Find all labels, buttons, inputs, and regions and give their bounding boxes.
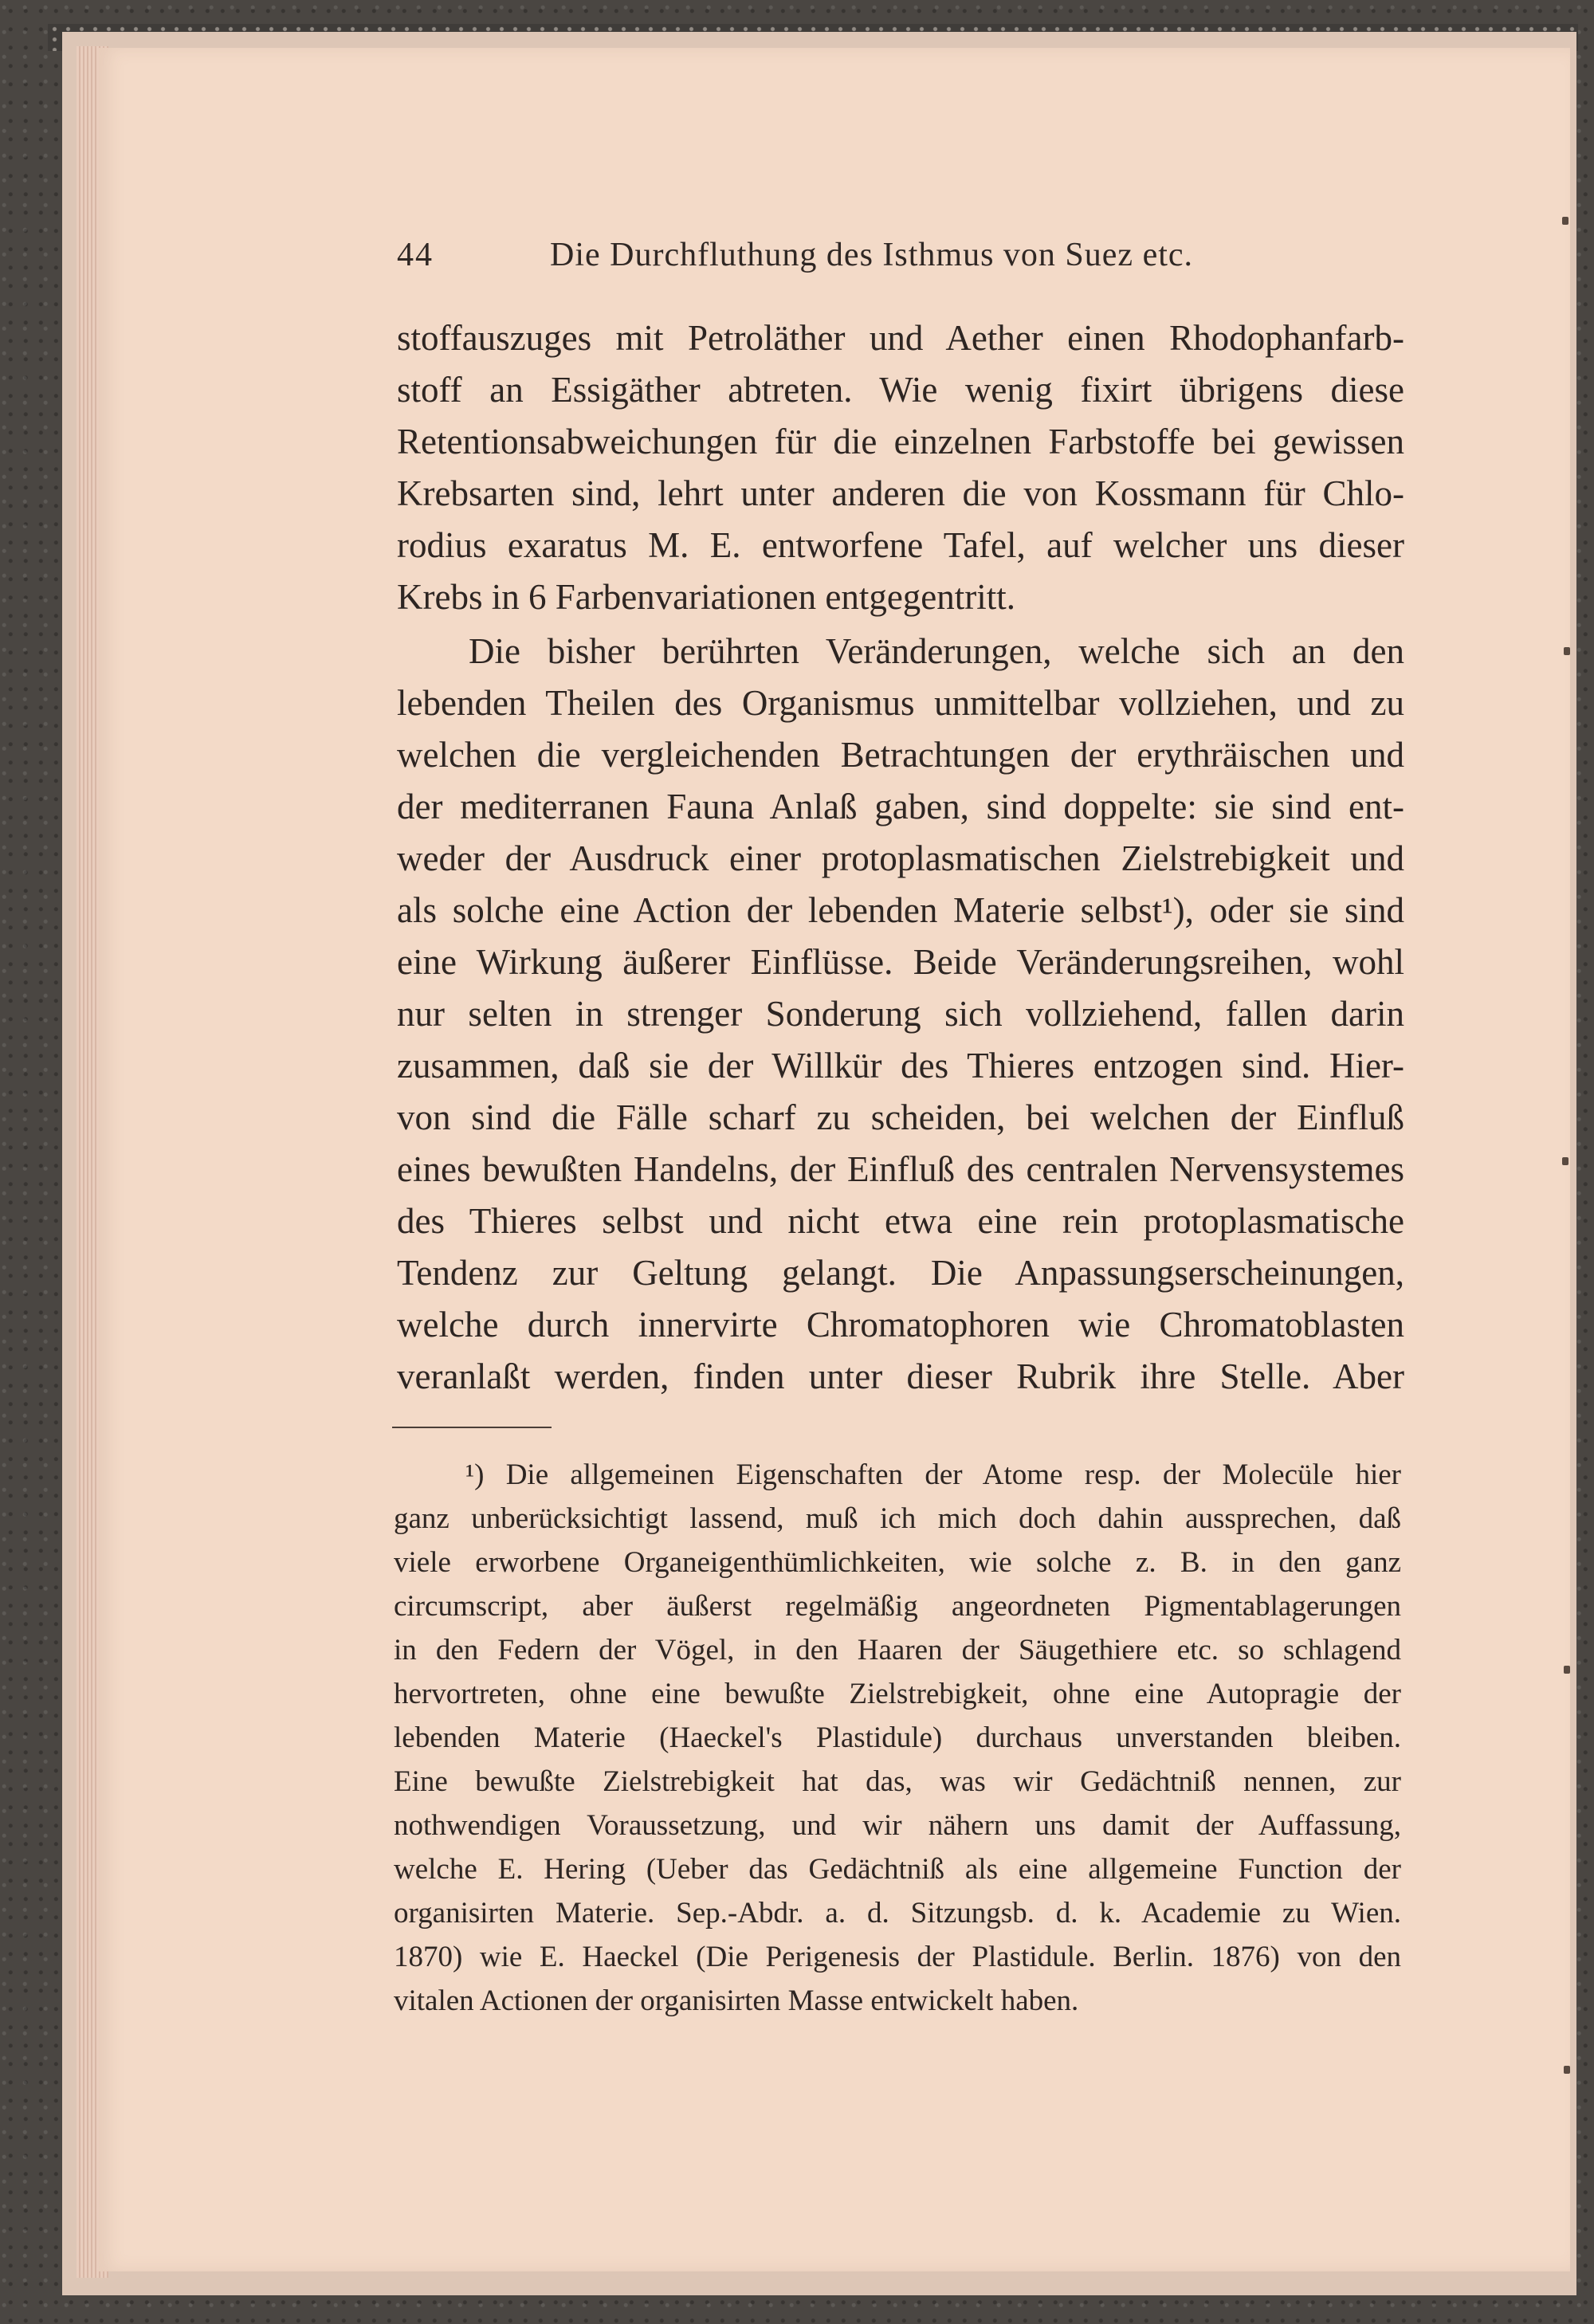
- footnote-line: ganz unberücksichtigt lassend, muß ich mich doch dahin aussprechen, daß: [394, 1502, 1401, 1535]
- page-number: 44: [397, 237, 434, 273]
- edge-mark: [1562, 1157, 1568, 1165]
- text-line: Krebsarten sind, lehrt unter anderen die von Kossmann für Chlo-: [397, 473, 1404, 513]
- footnote-line: lebenden Materie (Haeckel's Plastidule) durchaus unverstanden bleiben.: [394, 1721, 1401, 1754]
- footnote-line: Eine bewußte Zielstrebigkeit hat das, was wir Gedächtniß nennen, zur: [394, 1765, 1401, 1798]
- text-line: stoff an Essigäther abtreten. Wie wenig fixirt übrigens diese: [397, 370, 1404, 410]
- text-line: eine Wirkung äußerer Einflüsse. Beide Veränderungsreihen, wohl: [397, 942, 1404, 982]
- footnote-line: 1870) wie E. Haeckel (Die Perigenesis der Plastidule. Berlin. 1876) von den: [394, 1941, 1401, 1973]
- text-line: Retentionsabweichungen für die einzelnen Farbstoffe bei gewissen: [397, 422, 1404, 461]
- footnote-line: circumscript, aber äußerst regelmäßig angeordneten Pigmentablagerungen: [394, 1590, 1401, 1623]
- footnote-line: welche E. Hering (Ueber das Gedächtniß als eine allgemeine Function der: [394, 1853, 1401, 1886]
- text-line: von sind die Fälle scharf zu scheiden, bei welchen der Einfluß: [397, 1097, 1404, 1137]
- text-line: eines bewußten Handelns, der Einfluß des centralen Nervensystemes: [397, 1149, 1404, 1189]
- edge-mark: [1564, 2066, 1570, 2074]
- text-line: Krebs in 6 Farbenvariationen entgegentritt.: [397, 577, 1016, 617]
- text-line: als solche eine Action der lebenden Materie selbst¹), oder sie sind: [397, 890, 1404, 930]
- footnote-line: nothwendigen Voraussetzung, und wir nähern uns damit der Auffassung,: [394, 1809, 1401, 1842]
- text-line: weder der Ausdruck einer protoplasmatischen Zielstrebigkeit und: [397, 838, 1404, 878]
- text-line: rodius exaratus M. E. entworfene Tafel, auf welcher uns dieser: [397, 525, 1404, 565]
- text-line: welchen die vergleichenden Betrachtungen der erythräischen und: [397, 735, 1404, 775]
- text-line: Die bisher berührten Veränderungen, welche sich an den: [469, 631, 1404, 671]
- edge-mark: [1562, 217, 1568, 225]
- text-line: nur selten in strenger Sonderung sich vollziehend, fallen darin: [397, 994, 1404, 1034]
- footnote-line: hervortreten, ohne eine bewußte Zielstrebigkeit, ohne eine Autopragie der: [394, 1678, 1401, 1710]
- footnote-separator: [392, 1427, 552, 1428]
- text-line: des Thieres selbst und nicht etwa eine rein protoplasmatische: [397, 1201, 1404, 1241]
- text-line: der mediterranen Fauna Anlaß gaben, sind doppelte: sie sind ent-: [397, 787, 1404, 826]
- footnote-line: ¹) Die allgemeinen Eigenschaften der Atome resp. der Molecüle hier: [465, 1458, 1401, 1491]
- edge-mark: [1564, 1666, 1570, 1674]
- footnote-line: in den Federn der Vögel, in den Haaren der Säugethiere etc. so schlagend: [394, 1634, 1401, 1666]
- text-line: stoffauszuges mit Petroläther und Aether einen Rhodophanfarb-: [397, 318, 1404, 358]
- text-line: lebenden Theilen des Organismus unmittelbar vollziehen, und zu: [397, 683, 1404, 723]
- footnote-line: viele erworbene Organeigenthümlichkeiten, wie solche z. B. in den ganz: [394, 1546, 1401, 1579]
- edge-mark: [1564, 647, 1570, 655]
- text-line: welche durch innervirte Chromatophoren wie Chromatoblasten: [397, 1305, 1404, 1345]
- text-line: zusammen, daß sie der Willkür des Thieres entzogen sind. Hier-: [397, 1046, 1404, 1085]
- text-line: Tendenz zur Geltung gelangt. Die Anpassungserscheinungen,: [397, 1253, 1404, 1293]
- running-title: Die Durchfluthung des Isthmus von Suez etc.: [550, 237, 1194, 273]
- footnote-line: organisirten Materie. Sep.-Abdr. a. d. Sitzungsb. d. k. Academie zu Wien.: [394, 1897, 1401, 1929]
- running-header: [397, 236, 1242, 281]
- footnote-line: vitalen Actionen der organisirten Masse entwickelt haben.: [394, 1984, 1079, 2017]
- text-line: veranlaßt werden, finden unter dieser Rubrik ihre Stelle. Aber: [397, 1356, 1404, 1396]
